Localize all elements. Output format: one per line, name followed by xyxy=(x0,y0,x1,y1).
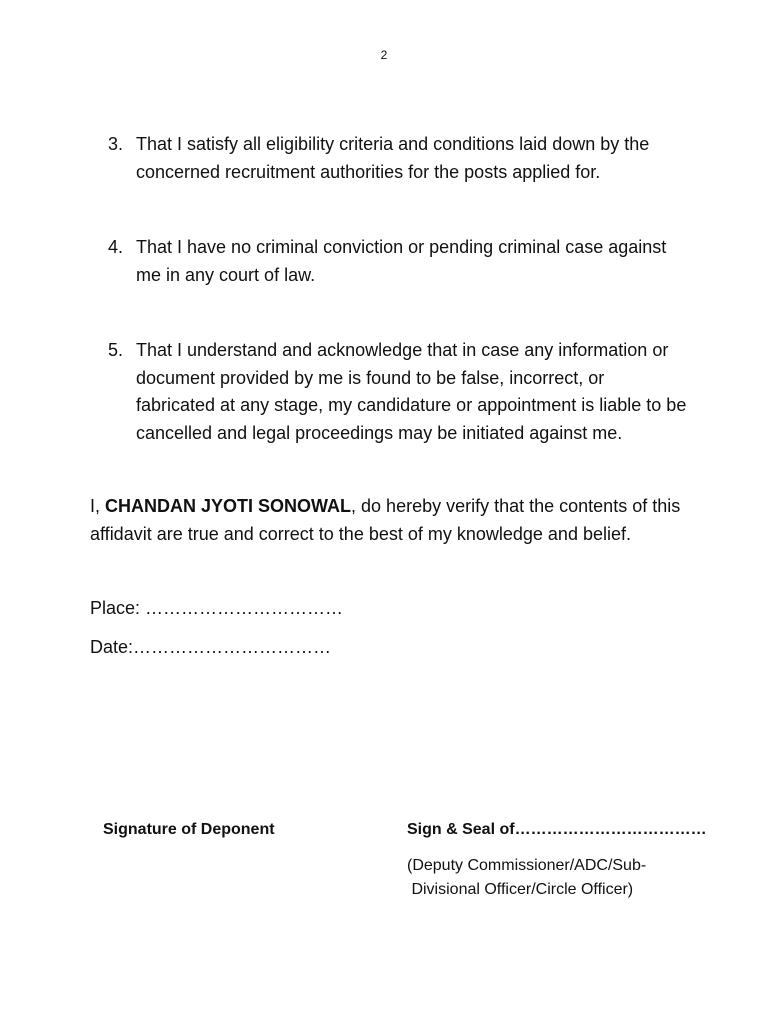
clause-number: 5. xyxy=(108,340,124,360)
deponent-signature-label: Signature of Deponent xyxy=(103,821,275,838)
date-field: Date:…………………………… xyxy=(90,637,332,657)
clause-text: That I have no criminal conviction or pending criminal case against me in any court of law. xyxy=(136,237,667,285)
verification-statement xyxy=(90,493,690,548)
clause-text: That I understand and acknowledge that in case any information or document provided by me is found to be false, incorrect, or fabricated at any stage, my candidature or appointment is liable to be cancelled and legal proceedings may be initiated against me. xyxy=(136,340,687,443)
affidavit-clauses xyxy=(108,131,688,447)
verification-suffix: , do hereby verify that the contents of this affidavit are true and correct to the best of my knowledge and belief. xyxy=(90,496,681,544)
place-field: Place: …………………………… xyxy=(90,598,344,618)
verification-prefix: I, xyxy=(90,496,106,516)
clause-item xyxy=(108,337,688,447)
officer-seal-label: Sign & Seal of……………………………… xyxy=(407,821,707,838)
officer-roles: (Deputy Commissioner/ADC/Sub- Divisional Officer/Circle Officer) xyxy=(407,857,647,898)
deponent-name: CHANDAN JYOTI SONOWAL xyxy=(105,496,352,516)
page-number: 2 xyxy=(380,48,388,62)
clause-item xyxy=(108,131,688,186)
clause-text: That I satisfy all eligibility criteria and conditions laid down by the concerned recruitment authorities for the posts applied for. xyxy=(136,134,650,182)
clause-item xyxy=(108,234,688,289)
clause-number: 3. xyxy=(108,134,124,154)
clause-number: 4. xyxy=(108,237,124,257)
